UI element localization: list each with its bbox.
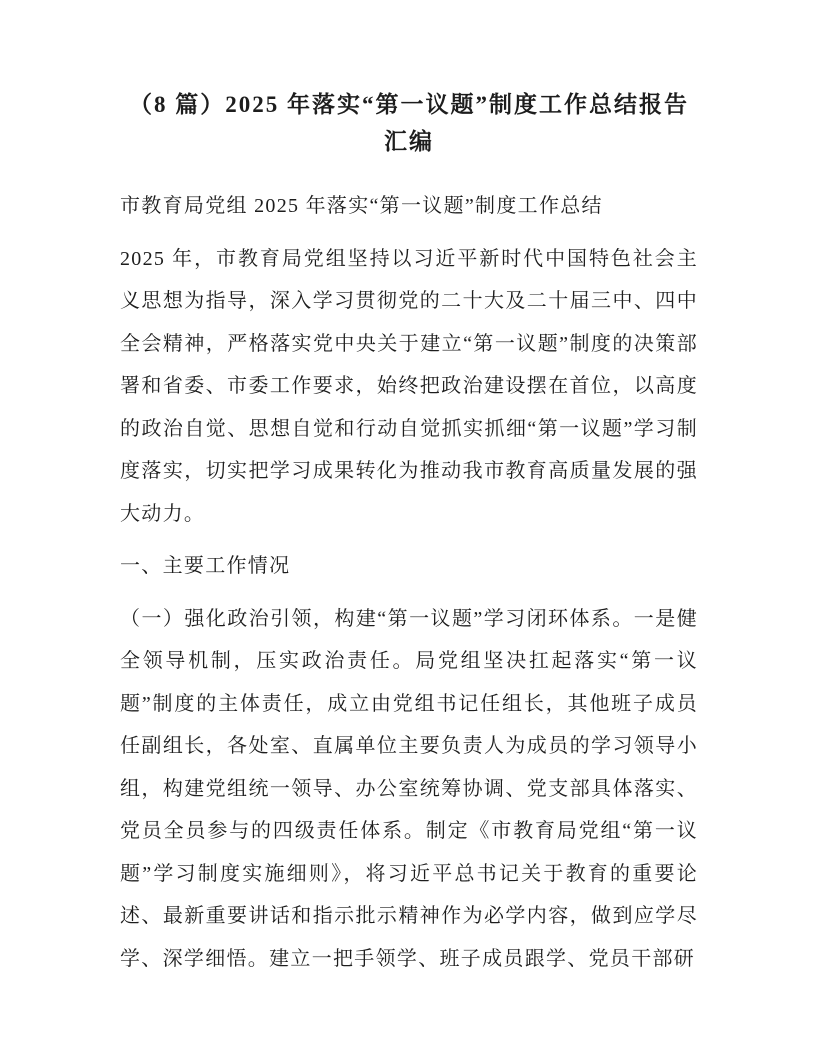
section-heading: 一、主要工作情况 xyxy=(120,555,291,577)
document-title: （8 篇）2025 年落实“第一议题”制度工作总结报告汇编 xyxy=(129,92,689,154)
section-paragraph: （一）强化政治引领，构建“第一议题”学习闭环体系。一是健全领导机制，压实政治责任。局党组坚决扛起落实“第一议题”制度的主体责任，成立由党组书记任组长，其他班子成员任副组长，各处室、直属单位主要负责人为成员的学习领导小组，构建党组统一领导、办公室统筹协调、党支部具体落实、党员全员参与的四级责任体系。制定《市教育局党组“第一议题”学习制度实施细则》，将习近平总书记关于教育的重要论述、最新重要讲话和指示批示精神作为必学内容，做到应学尽学、深学细悟。建立一把手领学、班子成员跟学、党员干部研 xyxy=(120,607,698,970)
intro-paragraph: 2025 年，市教育局党组坚持以习近平新时代中国特色社会主义思想为指导，深入学习贯彻党的二十大及二十届三中、四中全会精神，严格落实党中央关于建立“第一议题”制度的决策部署和省委、市委工作要求，始终把政治建设摆在首位，以高度的政治自觉、思想自觉和行动自觉抓实抓细“第一议题”学习制度落实，切实把学习成果转化为推动我市教育高质量发展的强大动力。 xyxy=(120,247,698,525)
document-subtitle: 市教育局党组 2025 年落实“第一议题”制度工作总结 xyxy=(120,195,603,217)
